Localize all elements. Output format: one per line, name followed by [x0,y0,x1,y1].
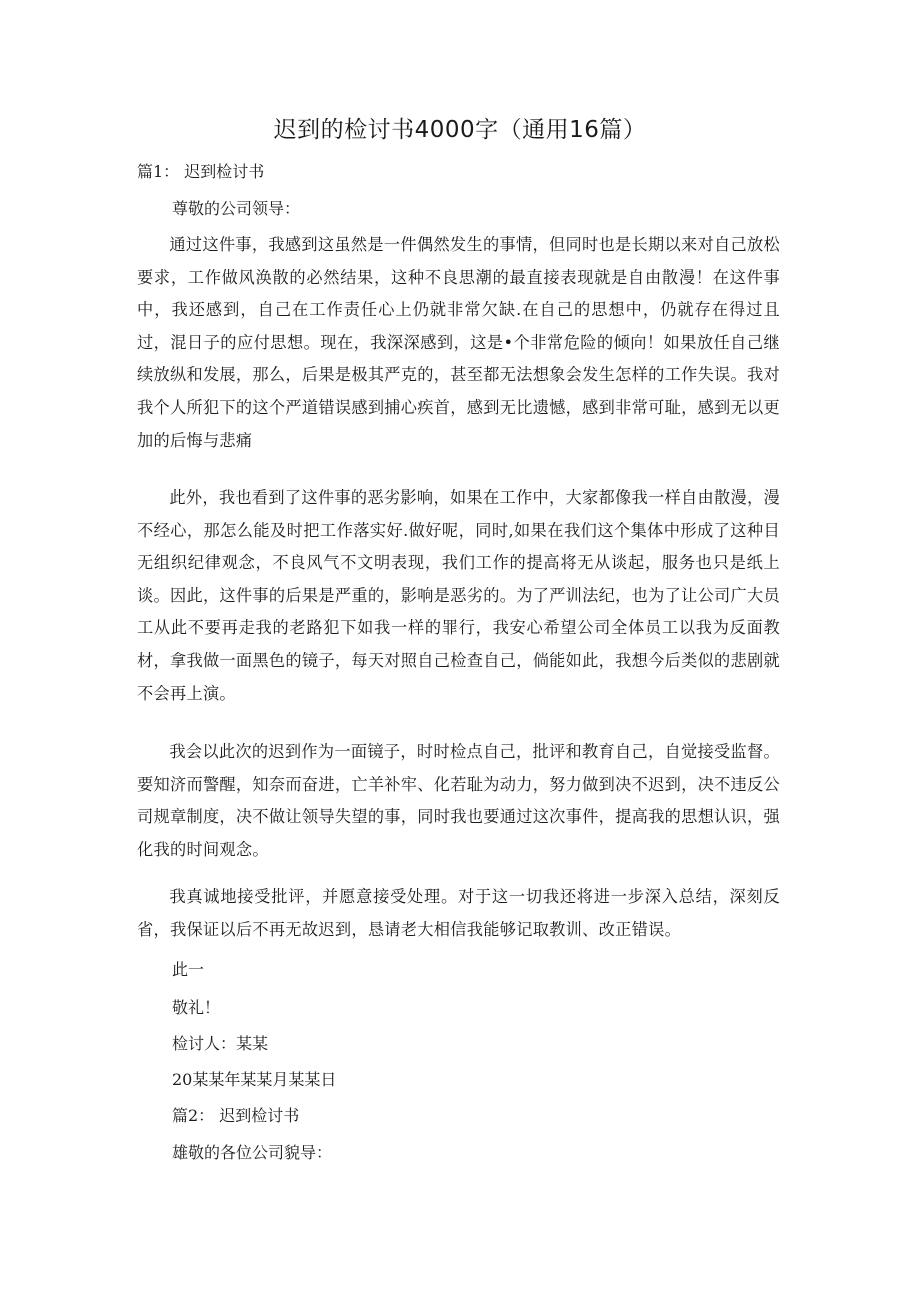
closing-line-1: 此一 [172,960,205,979]
date: 20某某年某某月某某日 [172,1070,337,1089]
document-title: 迟到的检讨书4000字（通用16篇） [273,117,647,143]
section-2-heading: 篇2： 迟到检讨书 [172,1106,300,1125]
section-1-salutation: 尊敬的公司领导： [172,199,301,218]
section-1-paragraph-4: 我真诚地接受批评，并愿意接受处理。对于这一切我还将进一步深入总结，深刻反省，我保证以后不再无故迟到，恳请老大相信我能够记取教训、改正错误。 [137,887,780,939]
section-2-salutation: 雄敬的各位公司貌导： [172,1143,333,1162]
section-1-heading: 篇1： 迟到检讨书 [137,162,265,181]
signer: 检讨人：某某 [172,1034,269,1053]
section-1-paragraph-3: 我会以此次的迟到作为一面镜子，时时检点自己，批评和教育自己，自觉接受监督。要知济而警醒，知奈而奋进，亡羊补牢、化若耻为动力，努力做到决不迟到，决不违反公司规章制度，决不做让领导失望的事，同时我也要通过这次事件，提高我的思想认识，强化我的时间观念。 [137,742,781,859]
section-1-paragraph-1: 通过这件事，我感到这虽然是一件偶然发生的事情，但同时也是长期以来对自己放松要求，工作做风涣散的必然结果，这种不良思潮的最直接表现就是自由散漫！在这件事中，我还感到，自己在工作责任心上仍就非常欠缺.在自己的思想中，仍就存在得过且过，混日子的应付思想。现在，我深深感到，这是•个非常危险的倾向！如果放任自己继续放纵和发展，那么，后果是极其严克的，甚至都无法想象会发生怎样的工作失误。我对我个人所犯下的这个严道错误感到捕心疾首，感到无比遗憾，感到非常可耻，感到无以更加的后悔与悲痛 [137,235,781,450]
section-1-paragraph-2: 此外，我也看到了这件事的恶劣影响，如果在工作中，大家都像我一样自由散漫，漫不经心，那怎么能及时把工作落实好.做好呢，同时,如果在我们这个集体中形成了这种目无组织纪律观念，不良风气不文明表现，我们工作的提高将无从谈起，服务也只是纸上谈。因此，这件事的后果是严重的，影响是恶劣的。为了严训法纪，也为了让公司广大员工从此不要再走我的老路犯下如我一样的罪行，我安心希望公司全体员工以我为反面教材，拿我做一面黑色的镜子，每天对照自己检查自己，倘能如此，我想今后类似的悲剧就不会再上演。 [137,488,781,703]
closing-line-2: 敬礼！ [172,998,221,1017]
